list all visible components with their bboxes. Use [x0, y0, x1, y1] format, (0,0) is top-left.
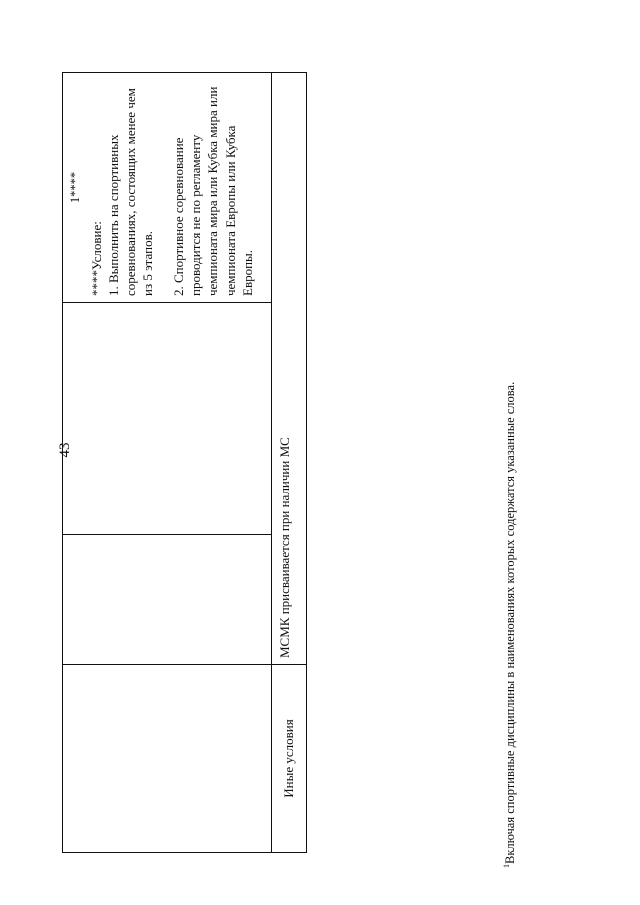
- requirements-table: [62, 72, 307, 853]
- table-cell-condition: [63, 73, 272, 303]
- condition-line: проводится не по регламенту: [188, 134, 204, 296]
- table-row: [272, 73, 307, 853]
- footnote-text: Включая спортивные дисциплины в наименованиях которых содержатся указанные слова.: [503, 381, 518, 864]
- table-cell-empty: [63, 535, 272, 665]
- other-conditions-label: Иные условия: [272, 665, 307, 853]
- condition-line: чемпионата Европы или Кубка Европы.: [222, 125, 255, 296]
- condition-line: из 5 этапов.: [139, 231, 155, 296]
- condition-line: чемпионата мира или Кубка мира или: [205, 86, 221, 296]
- footnote: [497, 268, 517, 868]
- table-cell-empty: [63, 303, 272, 535]
- condition-line: 2. Спортивное соревнование: [171, 137, 187, 296]
- condition-header: 1****: [68, 171, 82, 204]
- table-row: [63, 73, 272, 853]
- other-conditions-text: МСМК присваивается при наличии МС: [272, 73, 307, 665]
- page-number: 43: [57, 442, 73, 458]
- table-cell-empty-label: [63, 665, 272, 853]
- requirements-table-frame: [62, 73, 302, 853]
- footnote-marker: 1: [502, 864, 511, 868]
- condition-line: ****Условие:: [88, 221, 104, 296]
- condition-line: соревнованиях, состоящих менее чем: [122, 88, 138, 296]
- condition-spacer: [156, 79, 170, 296]
- condition-line: 1. Выполнить на спортивных: [105, 134, 121, 296]
